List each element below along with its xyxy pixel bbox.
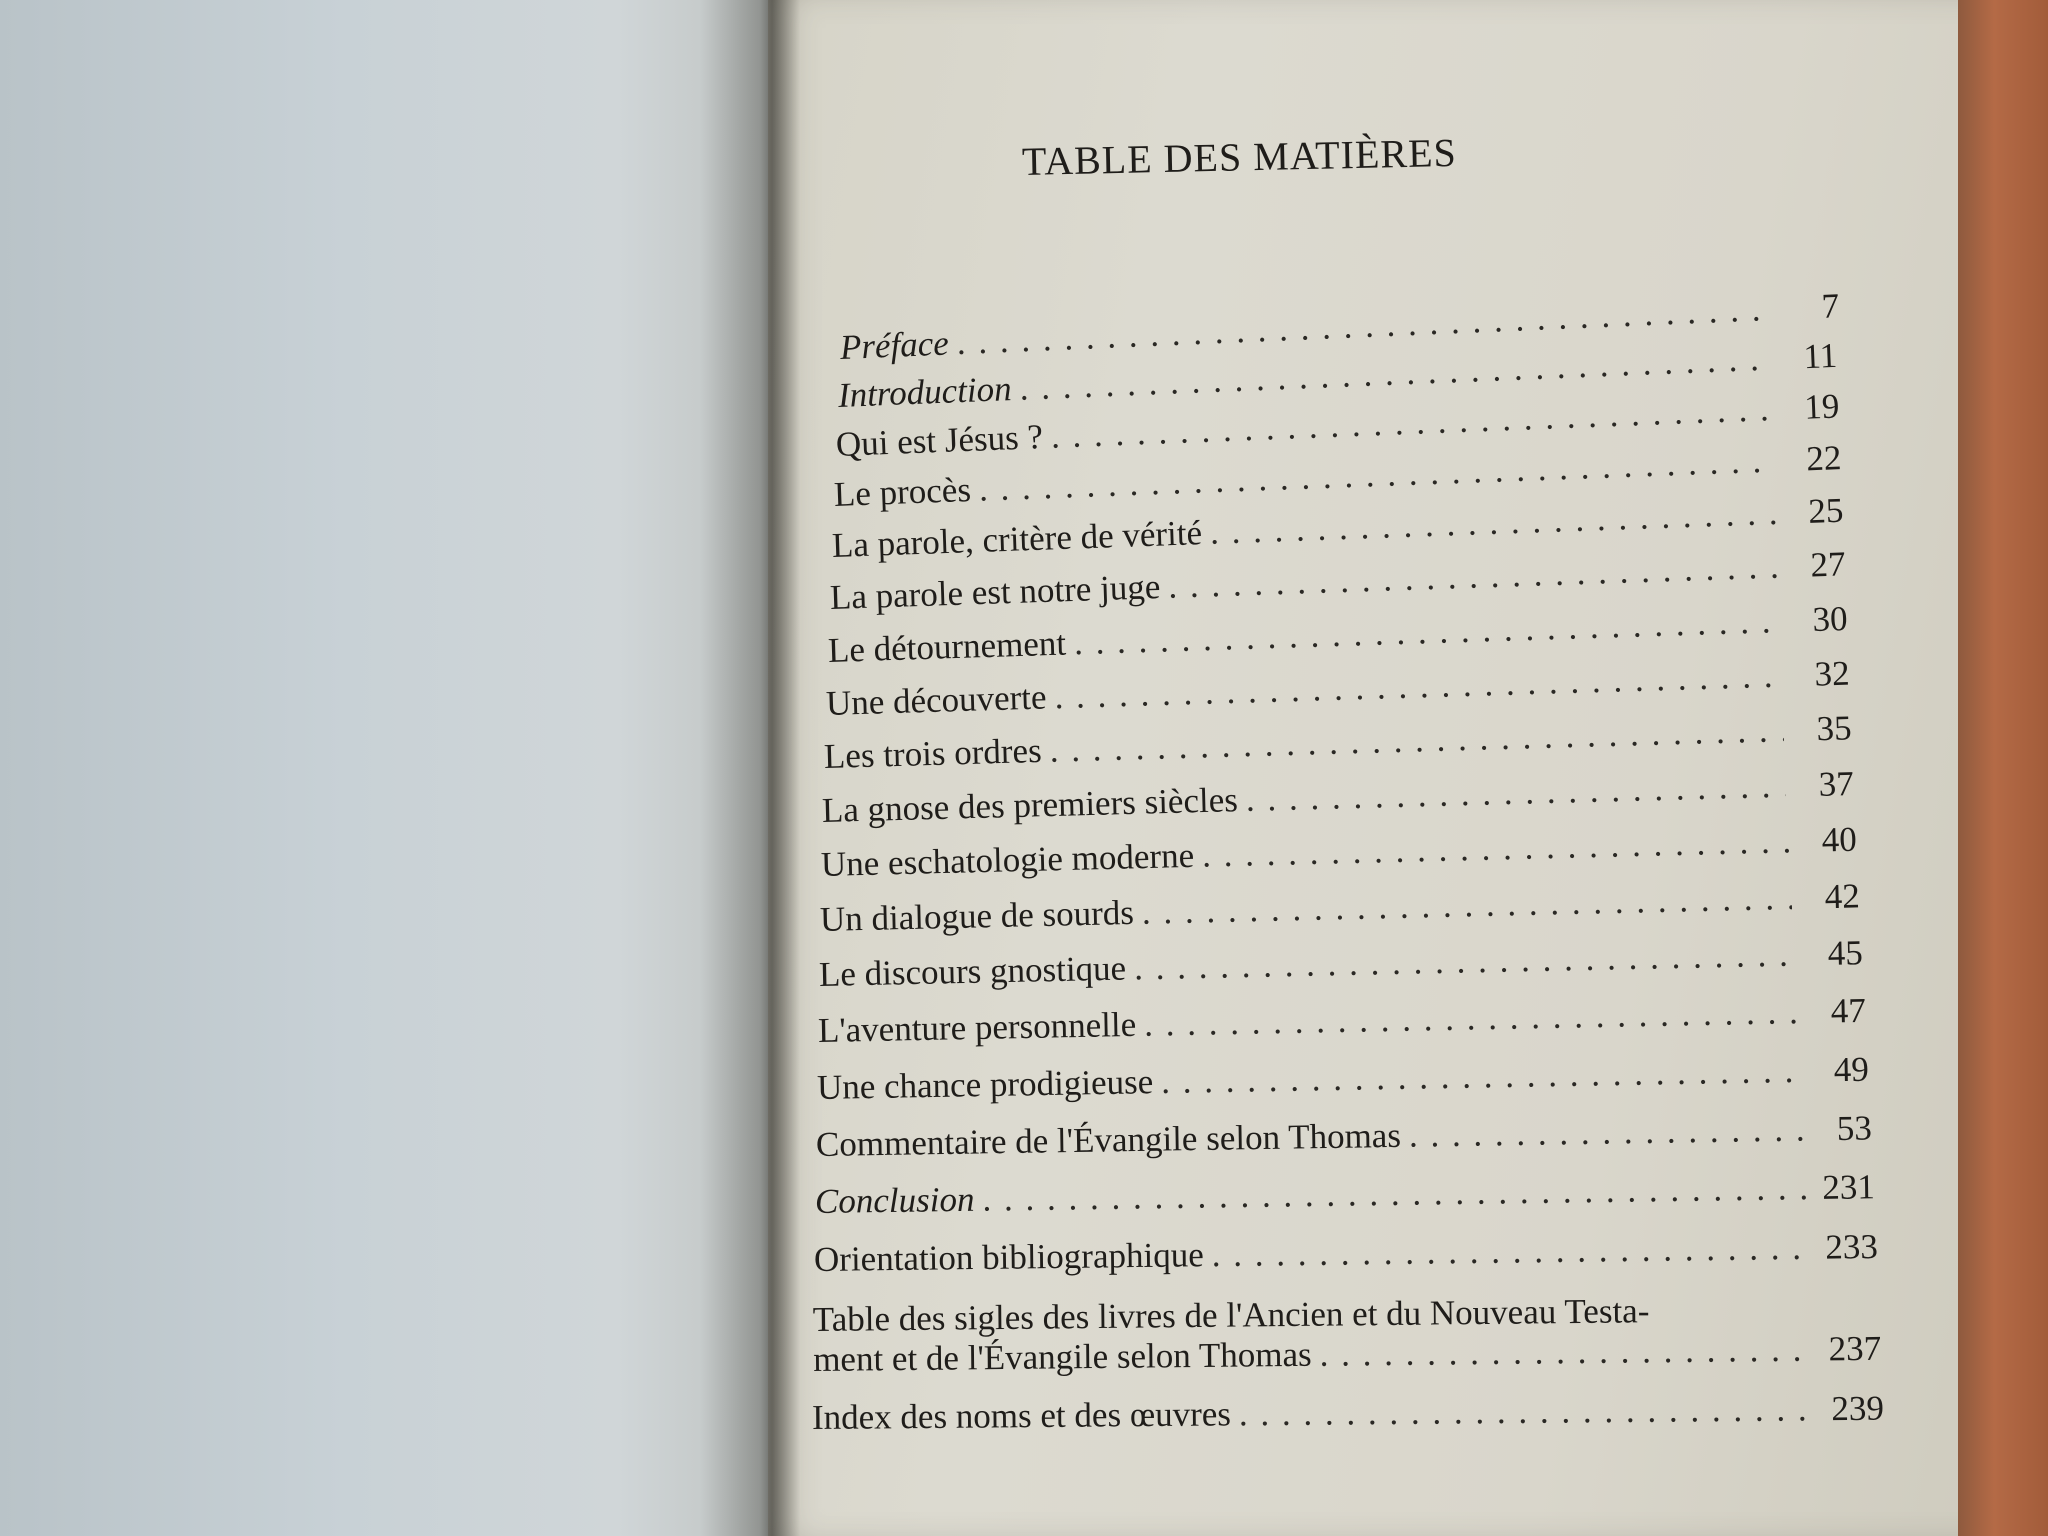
toc-entry-page: 45 — [1827, 933, 1864, 973]
toc-entry-label: Préface — [839, 323, 950, 367]
dot-leader — [1212, 1228, 1811, 1275]
toc-entry-label: Une eschatologie moderne — [820, 835, 1195, 884]
toc-entry-page: 233 — [1825, 1227, 1879, 1267]
toc-entry — [817, 1050, 1870, 1108]
dot-leader — [1073, 601, 1780, 663]
toc-entry-multiline — [813, 1289, 1882, 1380]
book-gutter-shadow — [700, 0, 800, 1536]
toc-entry-label: Le détournement — [827, 623, 1067, 670]
toc-entry-label: Une découverte — [825, 677, 1048, 723]
toc-entry-page: 27 — [1809, 544, 1847, 585]
toc-title: TABLE DES MATIÈRES — [1021, 129, 1458, 184]
dot-leader — [1054, 656, 1782, 718]
dot-leader — [1319, 1330, 1813, 1375]
toc-entry-label: Un dialogue de sourds — [819, 892, 1135, 939]
dot-leader — [1049, 710, 1784, 770]
table-of-contents — [768, 0, 1970, 1536]
toc-entry-label: Les trois ordres — [823, 730, 1043, 776]
toc-entry — [821, 764, 1854, 831]
toc-entry-label: Orientation bibliographique — [813, 1235, 1204, 1279]
dot-leader — [1245, 766, 1786, 820]
toc-entry-label: Introduction — [837, 369, 1013, 415]
toc-entry-page: 40 — [1821, 819, 1858, 860]
toc-entry-label: Qui est Jésus ? — [835, 417, 1044, 464]
dot-leader — [1168, 547, 1779, 607]
toc-entry-label: Le procès — [833, 469, 972, 514]
toc-entry-label: La parole, critère de vérité — [831, 513, 1203, 565]
toc-entry-page: 49 — [1833, 1049, 1870, 1090]
toc-entry-page: 42 — [1824, 876, 1861, 917]
toc-entry — [814, 1227, 1878, 1280]
toc-entry-label: Commentaire de l'Évangile selon Thomas — [815, 1115, 1402, 1164]
toc-entry-label: Une chance prodigieuse — [816, 1062, 1154, 1107]
toc-entry-page: 25 — [1807, 490, 1845, 531]
toc-entry — [815, 1167, 1875, 1222]
toc-entry — [818, 991, 1867, 1051]
dot-leader — [1239, 1389, 1816, 1434]
toc-entry — [820, 876, 1861, 940]
dot-leader — [1202, 821, 1790, 875]
dot-leader — [1134, 935, 1796, 989]
toc-entry-page: 30 — [1811, 598, 1849, 640]
toc-entry — [812, 1389, 1884, 1438]
toc-entry-label-line2: ment et de l'Évangile selon Thomas — [813, 1334, 1312, 1379]
dot-leader — [982, 1168, 1807, 1220]
toc-entry — [816, 1108, 1872, 1165]
toc-entry-page: 53 — [1836, 1108, 1873, 1148]
dot-leader — [1161, 1051, 1801, 1102]
toc-entry-label: La parole est notre juge — [829, 567, 1161, 617]
toc-entry-page: 19 — [1803, 386, 1840, 427]
toc-entry-label: Index des noms et des œuvres — [811, 1394, 1232, 1437]
toc-entry — [821, 820, 1858, 885]
toc-entry-page: 7 — [1820, 286, 1840, 326]
toc-entry-page: 22 — [1805, 438, 1843, 479]
dot-leader — [1144, 992, 1798, 1045]
left-page — [0, 0, 770, 1536]
toc-entry-label-line1: Table des sigles des livres de l'Ancien et du Nouveau Testa- — [812, 1291, 1650, 1339]
toc-entry-page: 231 — [1822, 1167, 1876, 1207]
dot-leader — [1409, 1109, 1805, 1155]
toc-entry-label: La gnose des premiers siècles — [821, 780, 1239, 830]
toc-entry-label: Le discours gnostique — [818, 948, 1127, 994]
toc-entry-page: 47 — [1830, 990, 1867, 1031]
toc-entry-page: 35 — [1816, 708, 1853, 749]
toc-entry-page: 32 — [1813, 653, 1851, 694]
dot-leader — [1209, 493, 1776, 553]
right-page — [768, 0, 1970, 1536]
toc-entry-page: 37 — [1818, 763, 1855, 804]
dot-leader — [1141, 878, 1792, 933]
toc-entry-label: Conclusion — [814, 1179, 975, 1221]
toc-entry-page: 11 — [1802, 335, 1838, 377]
toc-entry — [819, 933, 1864, 995]
book-cover-edge — [1958, 0, 2048, 1536]
toc-entry-label: L'aventure personnelle — [817, 1004, 1137, 1050]
toc-entry-page: 239 — [1831, 1388, 1885, 1429]
toc-entry-page: 237 — [1828, 1328, 1882, 1369]
